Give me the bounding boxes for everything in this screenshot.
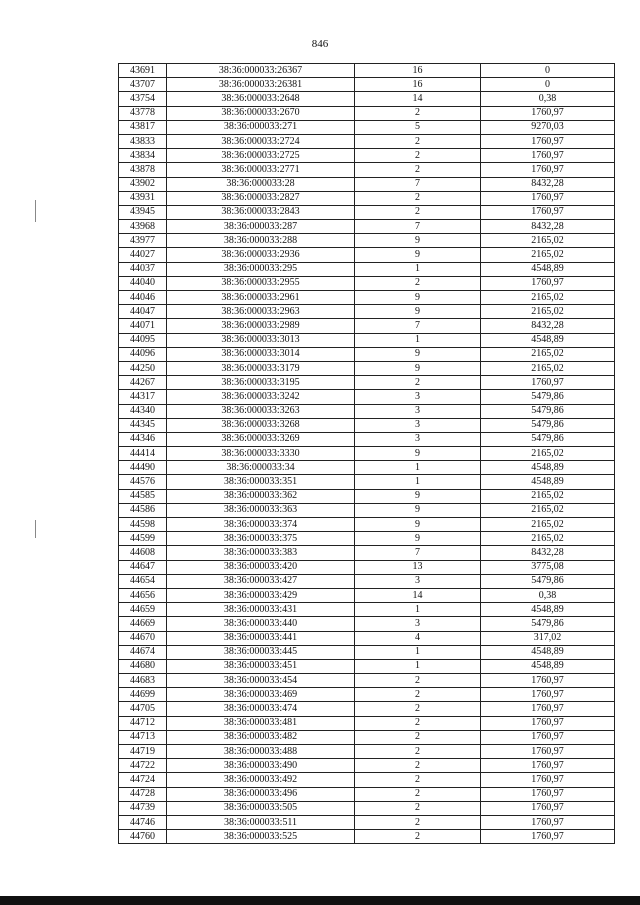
- cell-category: 7: [355, 319, 481, 333]
- cell-value: 4548,89: [481, 645, 615, 659]
- cell-id: 44071: [119, 319, 167, 333]
- cell-value: 1760,97: [481, 106, 615, 120]
- cell-value: 2165,02: [481, 489, 615, 503]
- cell-category: 2: [355, 745, 481, 759]
- cell-id: 43833: [119, 134, 167, 148]
- table-row: [119, 503, 615, 517]
- cell-cadastral-number: 38:36:000033:505: [167, 801, 355, 815]
- cell-value: 1760,97: [481, 773, 615, 787]
- cell-cadastral-number: 38:36:000033:3014: [167, 347, 355, 361]
- cell-cadastral-number: 38:36:000033:488: [167, 745, 355, 759]
- cell-id: 44719: [119, 745, 167, 759]
- table-row: [119, 560, 615, 574]
- cell-value: 2165,02: [481, 248, 615, 262]
- table-row: [119, 489, 615, 503]
- cell-cadastral-number: 38:36:000033:451: [167, 659, 355, 673]
- cell-id: 43931: [119, 191, 167, 205]
- cell-cadastral-number: 38:36:000033:2827: [167, 191, 355, 205]
- table-row: [119, 248, 615, 262]
- cell-cadastral-number: 38:36:000033:454: [167, 674, 355, 688]
- cell-value: 1760,97: [481, 688, 615, 702]
- cell-cadastral-number: 38:36:000033:431: [167, 603, 355, 617]
- table-row: [119, 234, 615, 248]
- cell-value: 4548,89: [481, 333, 615, 347]
- cell-value: 0,38: [481, 588, 615, 602]
- table-row: [119, 603, 615, 617]
- cell-category: 2: [355, 276, 481, 290]
- cell-cadastral-number: 38:36:000033:271: [167, 120, 355, 134]
- cell-id: 44345: [119, 418, 167, 432]
- cell-category: 2: [355, 674, 481, 688]
- cell-category: 9: [355, 518, 481, 532]
- cell-id: 44728: [119, 787, 167, 801]
- cell-id: 44746: [119, 815, 167, 829]
- cell-category: 1: [355, 461, 481, 475]
- cell-cadastral-number: 38:36:000033:375: [167, 532, 355, 546]
- cell-cadastral-number: 38:36:000033:34: [167, 461, 355, 475]
- cell-category: 2: [355, 801, 481, 815]
- data-table: [118, 63, 615, 844]
- cell-value: 4548,89: [481, 475, 615, 489]
- cell-category: 9: [355, 361, 481, 375]
- cell-value: 1760,97: [481, 815, 615, 829]
- page-number: 846: [311, 38, 329, 50]
- cell-category: 2: [355, 773, 481, 787]
- table-row: [119, 347, 615, 361]
- table-row: [119, 361, 615, 375]
- cell-cadastral-number: 38:36:000033:469: [167, 688, 355, 702]
- cell-cadastral-number: 38:36:000033:474: [167, 702, 355, 716]
- scan-edge-bar: [0, 896, 640, 905]
- table-row: [119, 276, 615, 290]
- cell-id: 44712: [119, 716, 167, 730]
- cell-value: 1760,97: [481, 191, 615, 205]
- cell-cadastral-number: 38:36:000033:363: [167, 503, 355, 517]
- cell-id: 44670: [119, 631, 167, 645]
- cell-value: 1760,97: [481, 801, 615, 815]
- cell-value: 8432,28: [481, 220, 615, 234]
- table-row: [119, 546, 615, 560]
- table-row: [119, 92, 615, 106]
- cell-cadastral-number: 38:36:000033:374: [167, 518, 355, 532]
- margin-line: [35, 200, 36, 222]
- table-row: [119, 815, 615, 829]
- table-row: [119, 291, 615, 305]
- table-row: [119, 134, 615, 148]
- cell-value: 1760,97: [481, 674, 615, 688]
- table-row: [119, 163, 615, 177]
- table-row: [119, 830, 615, 844]
- cell-value: 0: [481, 78, 615, 92]
- cell-cadastral-number: 38:36:000033:492: [167, 773, 355, 787]
- cell-category: 2: [355, 106, 481, 120]
- cell-category: 9: [355, 532, 481, 546]
- cell-category: 3: [355, 418, 481, 432]
- cell-id: 44346: [119, 432, 167, 446]
- table-row: [119, 461, 615, 475]
- cell-category: 4: [355, 631, 481, 645]
- table-row: [119, 390, 615, 404]
- table-row: [119, 801, 615, 815]
- cell-value: 1760,97: [481, 702, 615, 716]
- cell-id: 44586: [119, 503, 167, 517]
- cell-id: 43817: [119, 120, 167, 134]
- cell-category: 9: [355, 447, 481, 461]
- table-row: [119, 659, 615, 673]
- cell-category: 2: [355, 191, 481, 205]
- cell-value: 8432,28: [481, 177, 615, 191]
- cell-value: 4548,89: [481, 659, 615, 673]
- cell-cadastral-number: 38:36:000033:496: [167, 787, 355, 801]
- cell-id: 44250: [119, 361, 167, 375]
- cell-id: 44046: [119, 291, 167, 305]
- cell-value: 5479,86: [481, 418, 615, 432]
- cell-cadastral-number: 38:36:000033:3269: [167, 432, 355, 446]
- margin-line: [35, 520, 36, 538]
- cell-id: 44705: [119, 702, 167, 716]
- table-row: [119, 716, 615, 730]
- cell-category: 2: [355, 787, 481, 801]
- cell-id: 44680: [119, 659, 167, 673]
- cell-id: 44713: [119, 730, 167, 744]
- cell-id: 44490: [119, 461, 167, 475]
- cell-id: 44047: [119, 305, 167, 319]
- cell-value: 9270,03: [481, 120, 615, 134]
- cell-cadastral-number: 38:36:000033:2989: [167, 319, 355, 333]
- cell-cadastral-number: 38:36:000033:2724: [167, 134, 355, 148]
- cell-id: 43902: [119, 177, 167, 191]
- cell-id: 43778: [119, 106, 167, 120]
- cell-value: 5479,86: [481, 617, 615, 631]
- table-row: [119, 432, 615, 446]
- table-row: [119, 404, 615, 418]
- cell-category: 1: [355, 475, 481, 489]
- table-row: [119, 674, 615, 688]
- cell-cadastral-number: 38:36:000033:288: [167, 234, 355, 248]
- table-row: [119, 305, 615, 319]
- cell-category: 9: [355, 248, 481, 262]
- cell-value: 1760,97: [481, 745, 615, 759]
- cell-value: 4548,89: [481, 461, 615, 475]
- cell-id: 44722: [119, 759, 167, 773]
- cell-id: 44674: [119, 645, 167, 659]
- cell-category: 2: [355, 149, 481, 163]
- cell-category: 1: [355, 262, 481, 276]
- cell-cadastral-number: 38:36:000033:2648: [167, 92, 355, 106]
- table-row: [119, 319, 615, 333]
- cell-category: 7: [355, 177, 481, 191]
- table-row: [119, 120, 615, 134]
- cell-value: 0: [481, 64, 615, 78]
- cell-id: 44598: [119, 518, 167, 532]
- cell-value: 5479,86: [481, 390, 615, 404]
- table-body: [119, 64, 615, 844]
- cell-cadastral-number: 38:36:000033:295: [167, 262, 355, 276]
- cell-value: 8432,28: [481, 319, 615, 333]
- cell-id: 44414: [119, 447, 167, 461]
- cell-id: 44659: [119, 603, 167, 617]
- cell-cadastral-number: 38:36:000033:3242: [167, 390, 355, 404]
- cell-id: 44267: [119, 376, 167, 390]
- cell-cadastral-number: 38:36:000033:3013: [167, 333, 355, 347]
- cell-value: 5479,86: [481, 432, 615, 446]
- table-row: [119, 688, 615, 702]
- table-row: [119, 333, 615, 347]
- cell-category: 2: [355, 134, 481, 148]
- table-row: [119, 518, 615, 532]
- cell-cadastral-number: 38:36:000033:3268: [167, 418, 355, 432]
- cell-cadastral-number: 38:36:000033:482: [167, 730, 355, 744]
- cell-cadastral-number: 38:36:000033:3179: [167, 361, 355, 375]
- cell-category: 14: [355, 588, 481, 602]
- cell-id: 43834: [119, 149, 167, 163]
- cell-category: 9: [355, 347, 481, 361]
- cell-cadastral-number: 38:36:000033:3263: [167, 404, 355, 418]
- cell-value: 5479,86: [481, 404, 615, 418]
- cell-cadastral-number: 38:36:000033:525: [167, 830, 355, 844]
- cell-category: 3: [355, 404, 481, 418]
- cell-cadastral-number: 38:36:000033:490: [167, 759, 355, 773]
- table-row: [119, 64, 615, 78]
- cell-value: 0,38: [481, 92, 615, 106]
- cell-value: 2165,02: [481, 447, 615, 461]
- cell-id: 44037: [119, 262, 167, 276]
- cell-id: 44608: [119, 546, 167, 560]
- cell-category: 16: [355, 64, 481, 78]
- cell-id: 43691: [119, 64, 167, 78]
- cell-id: 44656: [119, 588, 167, 602]
- table-row: [119, 773, 615, 787]
- cell-category: 16: [355, 78, 481, 92]
- cell-category: 3: [355, 390, 481, 404]
- table-row: [119, 262, 615, 276]
- table-row: [119, 475, 615, 489]
- cell-cadastral-number: 38:36:000033:445: [167, 645, 355, 659]
- cell-value: 1760,97: [481, 376, 615, 390]
- cell-cadastral-number: 38:36:000033:351: [167, 475, 355, 489]
- cell-value: 1760,97: [481, 759, 615, 773]
- cell-value: 1760,97: [481, 163, 615, 177]
- cell-value: 1760,97: [481, 149, 615, 163]
- cell-category: 1: [355, 603, 481, 617]
- cell-cadastral-number: 38:36:000033:440: [167, 617, 355, 631]
- cell-id: 44027: [119, 248, 167, 262]
- cell-cadastral-number: 38:36:000033:26367: [167, 64, 355, 78]
- cell-value: 1760,97: [481, 730, 615, 744]
- cell-cadastral-number: 38:36:000033:2725: [167, 149, 355, 163]
- table-row: [119, 177, 615, 191]
- cell-id: 44669: [119, 617, 167, 631]
- cell-id: 43968: [119, 220, 167, 234]
- cell-value: 5479,86: [481, 574, 615, 588]
- cell-cadastral-number: 38:36:000033:3195: [167, 376, 355, 390]
- cell-cadastral-number: 38:36:000033:481: [167, 716, 355, 730]
- cell-value: 317,02: [481, 631, 615, 645]
- cell-category: 3: [355, 617, 481, 631]
- cell-value: 2165,02: [481, 234, 615, 248]
- cell-value: 2165,02: [481, 347, 615, 361]
- cell-cadastral-number: 38:36:000033:28: [167, 177, 355, 191]
- cell-value: 1760,97: [481, 716, 615, 730]
- table-row: [119, 149, 615, 163]
- cell-id: 44599: [119, 532, 167, 546]
- cell-id: 44040: [119, 276, 167, 290]
- table-row: [119, 376, 615, 390]
- cell-category: 9: [355, 489, 481, 503]
- table-row: [119, 532, 615, 546]
- cell-id: 43754: [119, 92, 167, 106]
- cell-category: 3: [355, 574, 481, 588]
- table-row: [119, 78, 615, 92]
- table-row: [119, 745, 615, 759]
- table-row: [119, 787, 615, 801]
- cell-value: 2165,02: [481, 305, 615, 319]
- cell-id: 44340: [119, 404, 167, 418]
- cell-id: 43977: [119, 234, 167, 248]
- cell-category: 9: [355, 503, 481, 517]
- cell-id: 44760: [119, 830, 167, 844]
- cell-category: 1: [355, 659, 481, 673]
- cell-category: 2: [355, 759, 481, 773]
- cell-cadastral-number: 38:36:000033:2936: [167, 248, 355, 262]
- table-row: [119, 588, 615, 602]
- cell-category: 2: [355, 376, 481, 390]
- table-row: [119, 645, 615, 659]
- table-row: [119, 191, 615, 205]
- table-row: [119, 447, 615, 461]
- cell-category: 2: [355, 730, 481, 744]
- table-row: [119, 418, 615, 432]
- cell-id: 43707: [119, 78, 167, 92]
- cell-category: 7: [355, 220, 481, 234]
- cell-cadastral-number: 38:36:000033:3330: [167, 447, 355, 461]
- cell-category: 2: [355, 688, 481, 702]
- cell-category: 5: [355, 120, 481, 134]
- cell-id: 43945: [119, 205, 167, 219]
- cell-value: 8432,28: [481, 546, 615, 560]
- cell-id: 44699: [119, 688, 167, 702]
- cell-cadastral-number: 38:36:000033:2963: [167, 305, 355, 319]
- cell-id: 44096: [119, 347, 167, 361]
- cell-category: 13: [355, 560, 481, 574]
- table-row: [119, 220, 615, 234]
- cell-category: 14: [355, 92, 481, 106]
- cell-id: 44654: [119, 574, 167, 588]
- table-row: [119, 730, 615, 744]
- cell-value: 4548,89: [481, 603, 615, 617]
- cell-category: 2: [355, 716, 481, 730]
- cell-category: 2: [355, 830, 481, 844]
- cell-cadastral-number: 38:36:000033:429: [167, 588, 355, 602]
- cell-value: 2165,02: [481, 291, 615, 305]
- table-row: [119, 205, 615, 219]
- cell-category: 2: [355, 815, 481, 829]
- cell-value: 1760,97: [481, 276, 615, 290]
- cell-id: 44576: [119, 475, 167, 489]
- cell-cadastral-number: 38:36:000033:441: [167, 631, 355, 645]
- cell-value: 2165,02: [481, 518, 615, 532]
- table-row: [119, 106, 615, 120]
- cell-value: 2165,02: [481, 503, 615, 517]
- cell-category: 9: [355, 291, 481, 305]
- table-row: [119, 759, 615, 773]
- cell-category: 3: [355, 432, 481, 446]
- table-row: [119, 631, 615, 645]
- cell-cadastral-number: 38:36:000033:427: [167, 574, 355, 588]
- cell-category: 2: [355, 163, 481, 177]
- cell-cadastral-number: 38:36:000033:2843: [167, 205, 355, 219]
- cell-id: 44095: [119, 333, 167, 347]
- cell-id: 44683: [119, 674, 167, 688]
- cell-cadastral-number: 38:36:000033:511: [167, 815, 355, 829]
- cell-id: 44585: [119, 489, 167, 503]
- cell-value: 1760,97: [481, 205, 615, 219]
- cell-cadastral-number: 38:36:000033:2771: [167, 163, 355, 177]
- cell-category: 2: [355, 702, 481, 716]
- cell-cadastral-number: 38:36:000033:2670: [167, 106, 355, 120]
- cell-cadastral-number: 38:36:000033:2955: [167, 276, 355, 290]
- cell-cadastral-number: 38:36:000033:362: [167, 489, 355, 503]
- cell-category: 9: [355, 234, 481, 248]
- cell-cadastral-number: 38:36:000033:420: [167, 560, 355, 574]
- cell-category: 1: [355, 333, 481, 347]
- cell-value: 2165,02: [481, 532, 615, 546]
- cell-value: 1760,97: [481, 830, 615, 844]
- cell-category: 1: [355, 645, 481, 659]
- cell-category: 7: [355, 546, 481, 560]
- cell-value: 2165,02: [481, 361, 615, 375]
- cell-cadastral-number: 38:36:000033:287: [167, 220, 355, 234]
- cell-cadastral-number: 38:36:000033:26381: [167, 78, 355, 92]
- table-row: [119, 702, 615, 716]
- cell-id: 44317: [119, 390, 167, 404]
- cell-value: 3775,08: [481, 560, 615, 574]
- cell-value: 4548,89: [481, 262, 615, 276]
- cell-category: 2: [355, 205, 481, 219]
- cell-id: 44739: [119, 801, 167, 815]
- cell-cadastral-number: 38:36:000033:2961: [167, 291, 355, 305]
- cell-category: 9: [355, 305, 481, 319]
- cell-value: 1760,97: [481, 787, 615, 801]
- cell-cadastral-number: 38:36:000033:383: [167, 546, 355, 560]
- table-row: [119, 574, 615, 588]
- cell-id: 43878: [119, 163, 167, 177]
- table-row: [119, 617, 615, 631]
- cell-value: 1760,97: [481, 134, 615, 148]
- cell-id: 44724: [119, 773, 167, 787]
- cell-id: 44647: [119, 560, 167, 574]
